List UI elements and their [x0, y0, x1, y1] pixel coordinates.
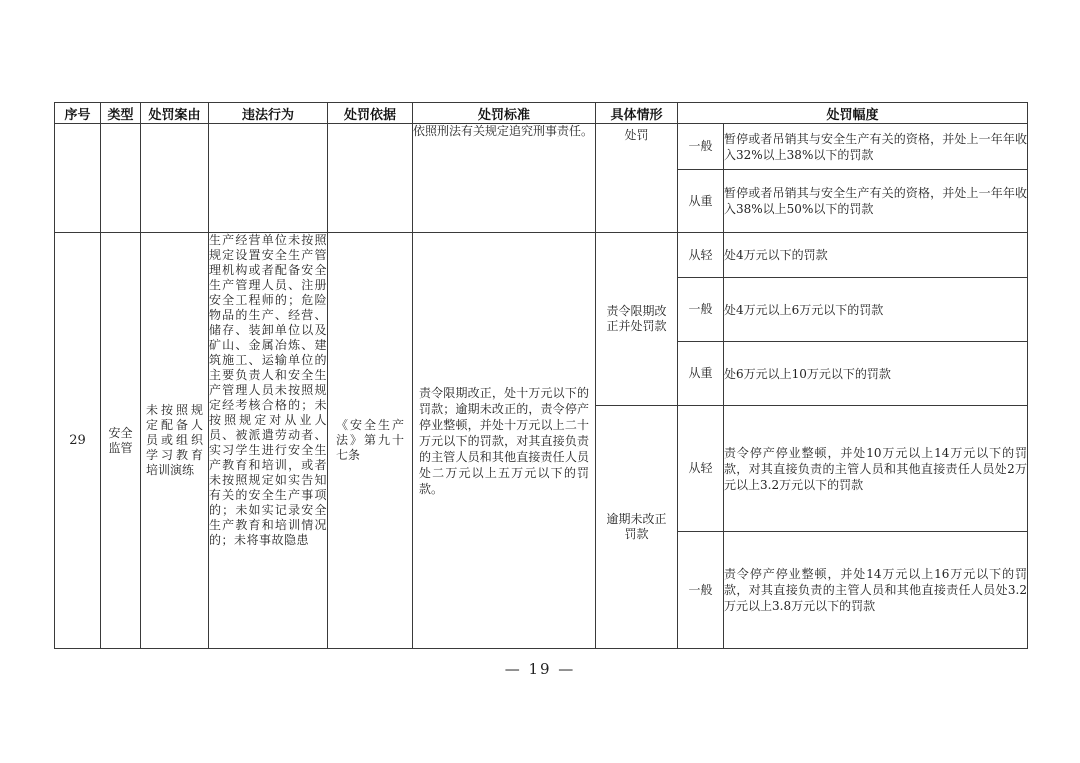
header-basis: 处罚依据	[328, 103, 413, 124]
cont-amount-cell: 暂停或者吊销其与安全生产有关的资格，并处上一年年收入32%以上38%以下的罚款	[724, 124, 1028, 170]
item-standard-cell: 责令限期改正，处十万元以下的罚款；逾期未改正的，责令停产停业整顿，并处十万元以上二十万元以下的罚款，对其直接负责的主管人员和其他直接责任人员处二万元以上五万元以下的罚款。	[413, 233, 596, 649]
header-act: 违法行为	[209, 103, 328, 124]
item-level-cell: 从轻	[678, 406, 724, 532]
item-level-cell: 从重	[678, 342, 724, 406]
item-amount-cell: 责令停产停业整顿，并处14万元以上16万元以下的罚款，对其直接负责的主管人员和其他直接责任人员处3.2万元以上3.8万元以下的罚款	[724, 532, 1028, 649]
cont-seq-cell	[55, 124, 101, 233]
table-header-row	[55, 103, 1028, 124]
item-level-cell: 一般	[678, 532, 724, 649]
item-amount-cell: 处6万元以上10万元以下的罚款	[724, 342, 1028, 406]
header-seq: 序号	[55, 103, 101, 124]
cont-amount-cell: 暂停或者吊销其与安全生产有关的资格，并处上一年年收入38%以上50%以下的罚款	[724, 170, 1028, 233]
item-amount-cell: 处4万元以下的罚款	[724, 233, 1028, 278]
item-basis-cell: 《安全生产法》第九十七条	[328, 233, 413, 649]
penalty-table	[54, 102, 1028, 649]
header-range: 处罚幅度	[678, 103, 1028, 124]
item-case-cell: 未按照规定配备人员或组织学习教育培训演练	[141, 233, 209, 649]
item-type-cell: 安全监管	[101, 233, 141, 649]
item-amount-cell: 处4万元以上6万元以下的罚款	[724, 278, 1028, 342]
cont-situation-cell: 处罚	[596, 124, 678, 233]
item-seq-cell: 29	[55, 233, 101, 649]
cont-standard-cell: 依照刑法有关规定追究刑事责任。	[413, 124, 596, 233]
cont-type-cell	[101, 124, 141, 233]
header-standard: 处罚标准	[413, 103, 596, 124]
cont-level-cell: 从重	[678, 170, 724, 233]
item-level-cell: 从轻	[678, 233, 724, 278]
table-row	[55, 233, 1028, 278]
header-type: 类型	[101, 103, 141, 124]
item-level-cell: 一般	[678, 278, 724, 342]
page-number: — 19 —	[504, 660, 576, 678]
cont-case-cell	[141, 124, 209, 233]
cont-act-cell	[209, 124, 328, 233]
item-situation-cell: 逾期未改正罚款	[596, 406, 678, 649]
cont-level-cell: 一般	[678, 124, 724, 170]
item-situation-cell: 责令限期改正并处罚款	[596, 233, 678, 406]
item-act-cell: 生产经营单位未按照规定设置安全生产管理机构或者配备安全生产管理人员、注册安全工程师的；危险物品的生产、经营、储存、装卸单位以及矿山、金属冶炼、建筑施工、运输单位的主要负责人和安全生产管理人员未按照规定经考核合格的；未按照规定对从业人员、被派遣劳动者、实习学生进行安全生产教育和培训，或者未按照规定如实告知有关的安全生产事项的；未如实记录安全生产教育和培训情况的；未将事故隐患	[209, 233, 328, 649]
header-situation: 具体情形	[596, 103, 678, 124]
cont-basis-cell	[328, 124, 413, 233]
table-row	[55, 124, 1028, 170]
header-case: 处罚案由	[141, 103, 209, 124]
item-amount-cell: 责令停产停业整顿，并处10万元以上14万元以下的罚款，对其直接负责的主管人员和其他直接责任人员处2万元以上3.2万元以下的罚款	[724, 406, 1028, 532]
